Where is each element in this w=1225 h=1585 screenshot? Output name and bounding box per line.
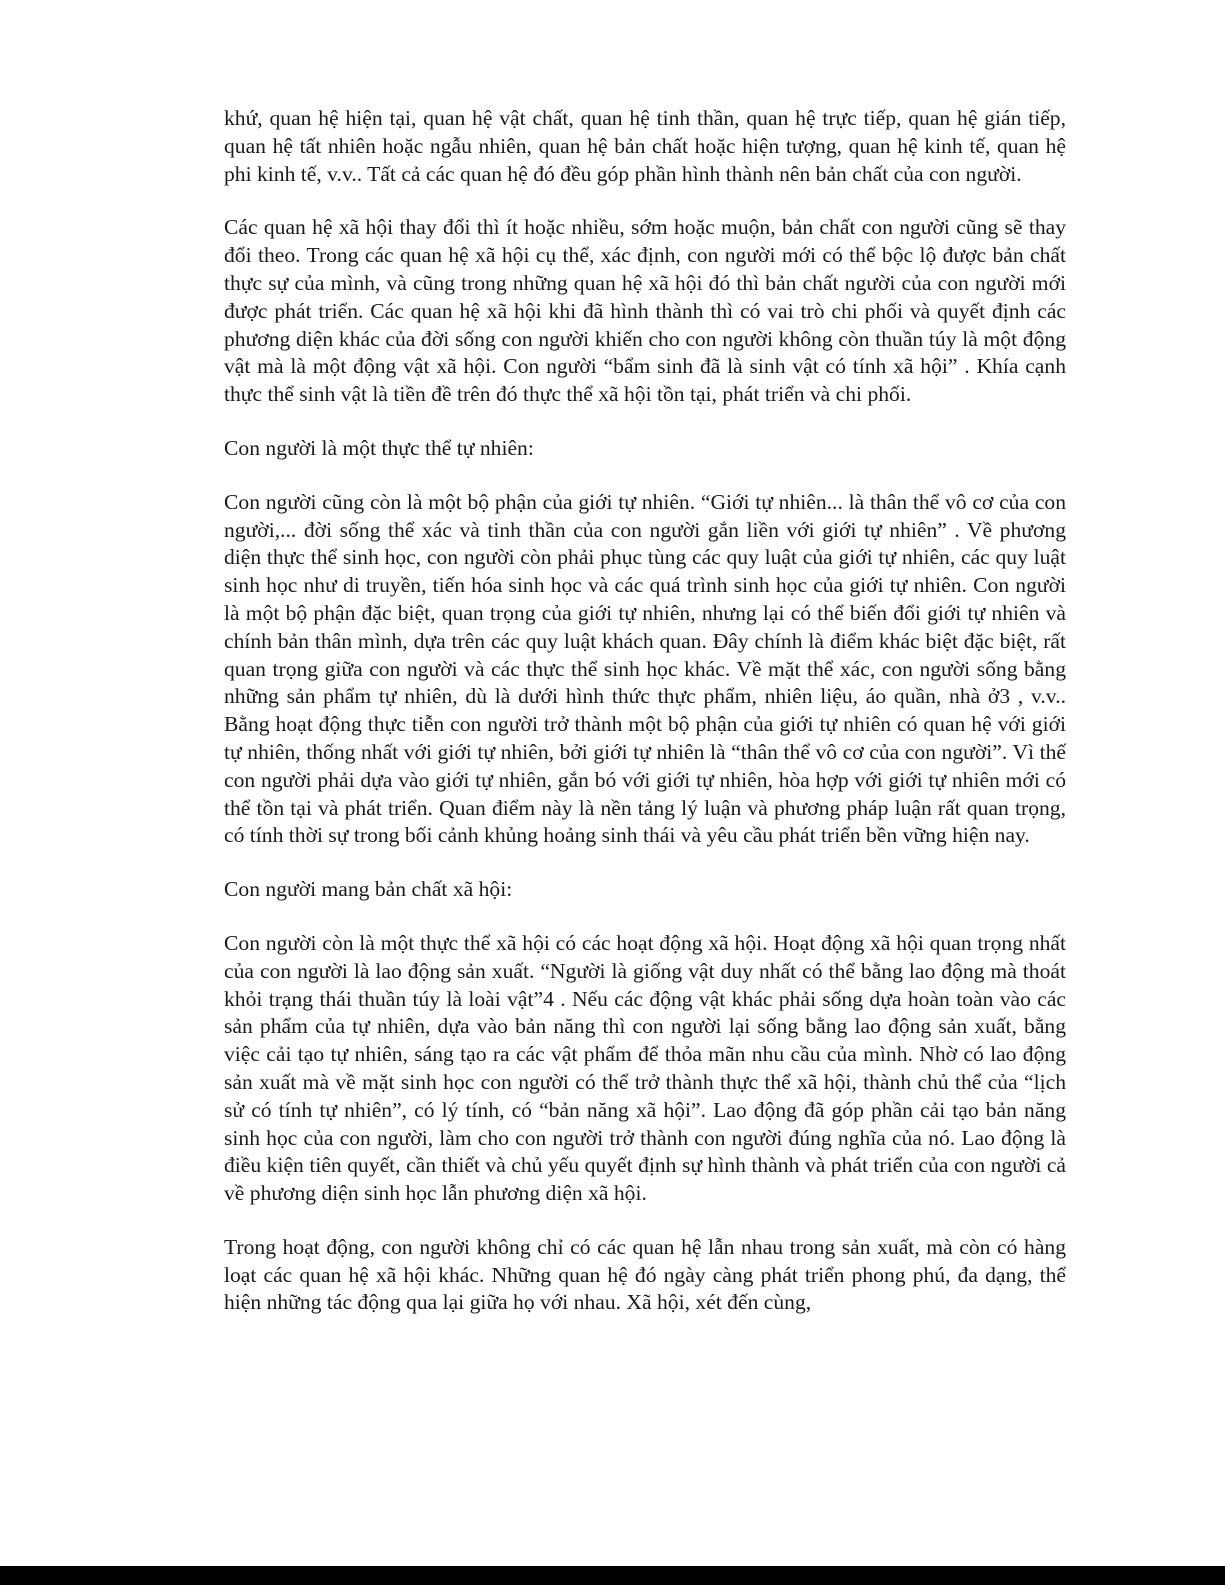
section-heading-social-nature: Con người mang bản chất xã hội: xyxy=(224,877,513,902)
document-body xyxy=(224,105,1066,1343)
paragraph-social-relations-change: Các quan hệ xã hội thay đổi thì ít hoặc nhiều, sớm hoặc muộn, bản chất con người cũng sẽ thay đổi theo. Trong các quan hệ xã hội cụ thể, xác định, con người mới có thể bộc lộ được bản chất thực sự của mình, và cũng trong những quan hệ xã hội đó thì bản chất người của con người mới được phát triển. Các quan hệ xã hội khi đã hình thành thì có vai trò chi phối và quyết định các phương diện khác của đời sống con người khiến cho con người không còn thuần túy là một động vật mà là một động vật xã hội. Con người “bẩm sinh đã là sinh vật có tính xã hội” . Khía cạnh thực thể sinh vật là tiền đề trên đó thực thể xã hội tồn tại, phát triển và chi phối. xyxy=(224,215,1066,407)
paragraph-social-relations-types: khứ, quan hệ hiện tại, quan hệ vật chất, quan hệ tinh thần, quan hệ trực tiếp, quan hệ gián tiếp, quan hệ tất nhiên hoặc ngẫu nhiên, quan hệ bản chất hoặc hiện tượng, quan hệ kinh tế, quan hệ phi kinh tế, v.v.. Tất cả các quan hệ đó đều góp phần hình thành nên bản chất của con người. xyxy=(224,106,1066,186)
page-bottom-bar xyxy=(0,1566,1225,1585)
paragraph-social-activities: Trong hoạt động, con người không chỉ có các quan hệ lẫn nhau trong sản xuất, mà còn có hàng loạt các quan hệ xã hội khác. Những quan hệ đó ngày càng phát triển phong phú, đa dạng, thể hiện những tác động qua lại giữa họ với nhau. Xã hội, xét đến cùng, xyxy=(224,1234,1066,1315)
section-heading-natural-entity: Con người là một thực thể tự nhiên: xyxy=(224,435,534,460)
paragraph-social-entity: Con người còn là một thực thể xã hội có các hoạt động xã hội. Hoạt động xã hội quan trọng nhất của con người là lao động sản xuất. “Người là giống vật duy nhất có thể bằng lao động mà thoát khỏi trạng thái thuần túy là loài vật”4 . Nếu các động vật khác phải sống dựa hoàn toàn vào các sản phẩm của tự nhiên, dựa vào bản năng thì con người lại sống bằng lao động sản xuất, bằng việc cải tạo tự nhiên, sáng tạo ra các vật phẩm để thỏa mãn nhu cầu của mình. Nhờ có lao động sản xuất mà về mặt sinh học con người có thể trở thành thực thể xã hội, thành chủ thể của “lịch sử có tính tự nhiên”, có lý tính, có “bản năng xã hội”. Lao động đã góp phần cải tạo bản năng sinh học của con người, làm cho con người trở thành con người đúng nghĩa của nó. Lao động là điều kiện tiên quyết, cần thiết và chủ yếu quyết định sự hình thành và phát triển của con người cả về phương diện sinh học lẫn phương diện xã hội. xyxy=(224,930,1066,1206)
paragraph-natural-entity: Con người cũng còn là một bộ phận của giới tự nhiên. “Giới tự nhiên... là thân thể vô cơ của con người,... đời sống thể xác và tinh thần của con người gắn liền với giới tự nhiên” . Về phương diện thực thể sinh học, con người còn phải phục tùng các quy luật của giới tự nhiên, các quy luật sinh học như di truyền, tiến hóa sinh học và các quá trình sinh học của giới tự nhiên. Con người là một bộ phận đặc biệt, quan trọng của giới tự nhiên, nhưng lại có thể biến đổi giới tự nhiên và chính bản thân mình, dựa trên các quy luật khách quan. Đây chính là điểm khác biệt đặc biệt, rất quan trọng giữa con người và các thực thể sinh học khác. Về mặt thể xác, con người sống bằng những sản phẩm tự nhiên, dù là dưới hình thức thực phẩm, nhiên liệu, áo quần, nhà ở3 , v.v.. Bằng hoạt động thực tiễn con người trở thành một bộ phận của giới tự nhiên có quan hệ với giới tự nhiên, thống nhất với giới tự nhiên, bởi giới tự nhiên là “thân thể vô cơ của con người”. Vì thế con người phải dựa vào giới tự nhiên, gắn bó với giới tự nhiên, hòa hợp với giới tự nhiên mới có thể tồn tại và phát triển. Quan điểm này là nền tảng lý luận và phương pháp luận rất quan trọng, có tính thời sự trong bối cảnh khủng hoảng sinh thái và yêu cầu phát triển bền vững hiện nay. xyxy=(224,489,1066,848)
